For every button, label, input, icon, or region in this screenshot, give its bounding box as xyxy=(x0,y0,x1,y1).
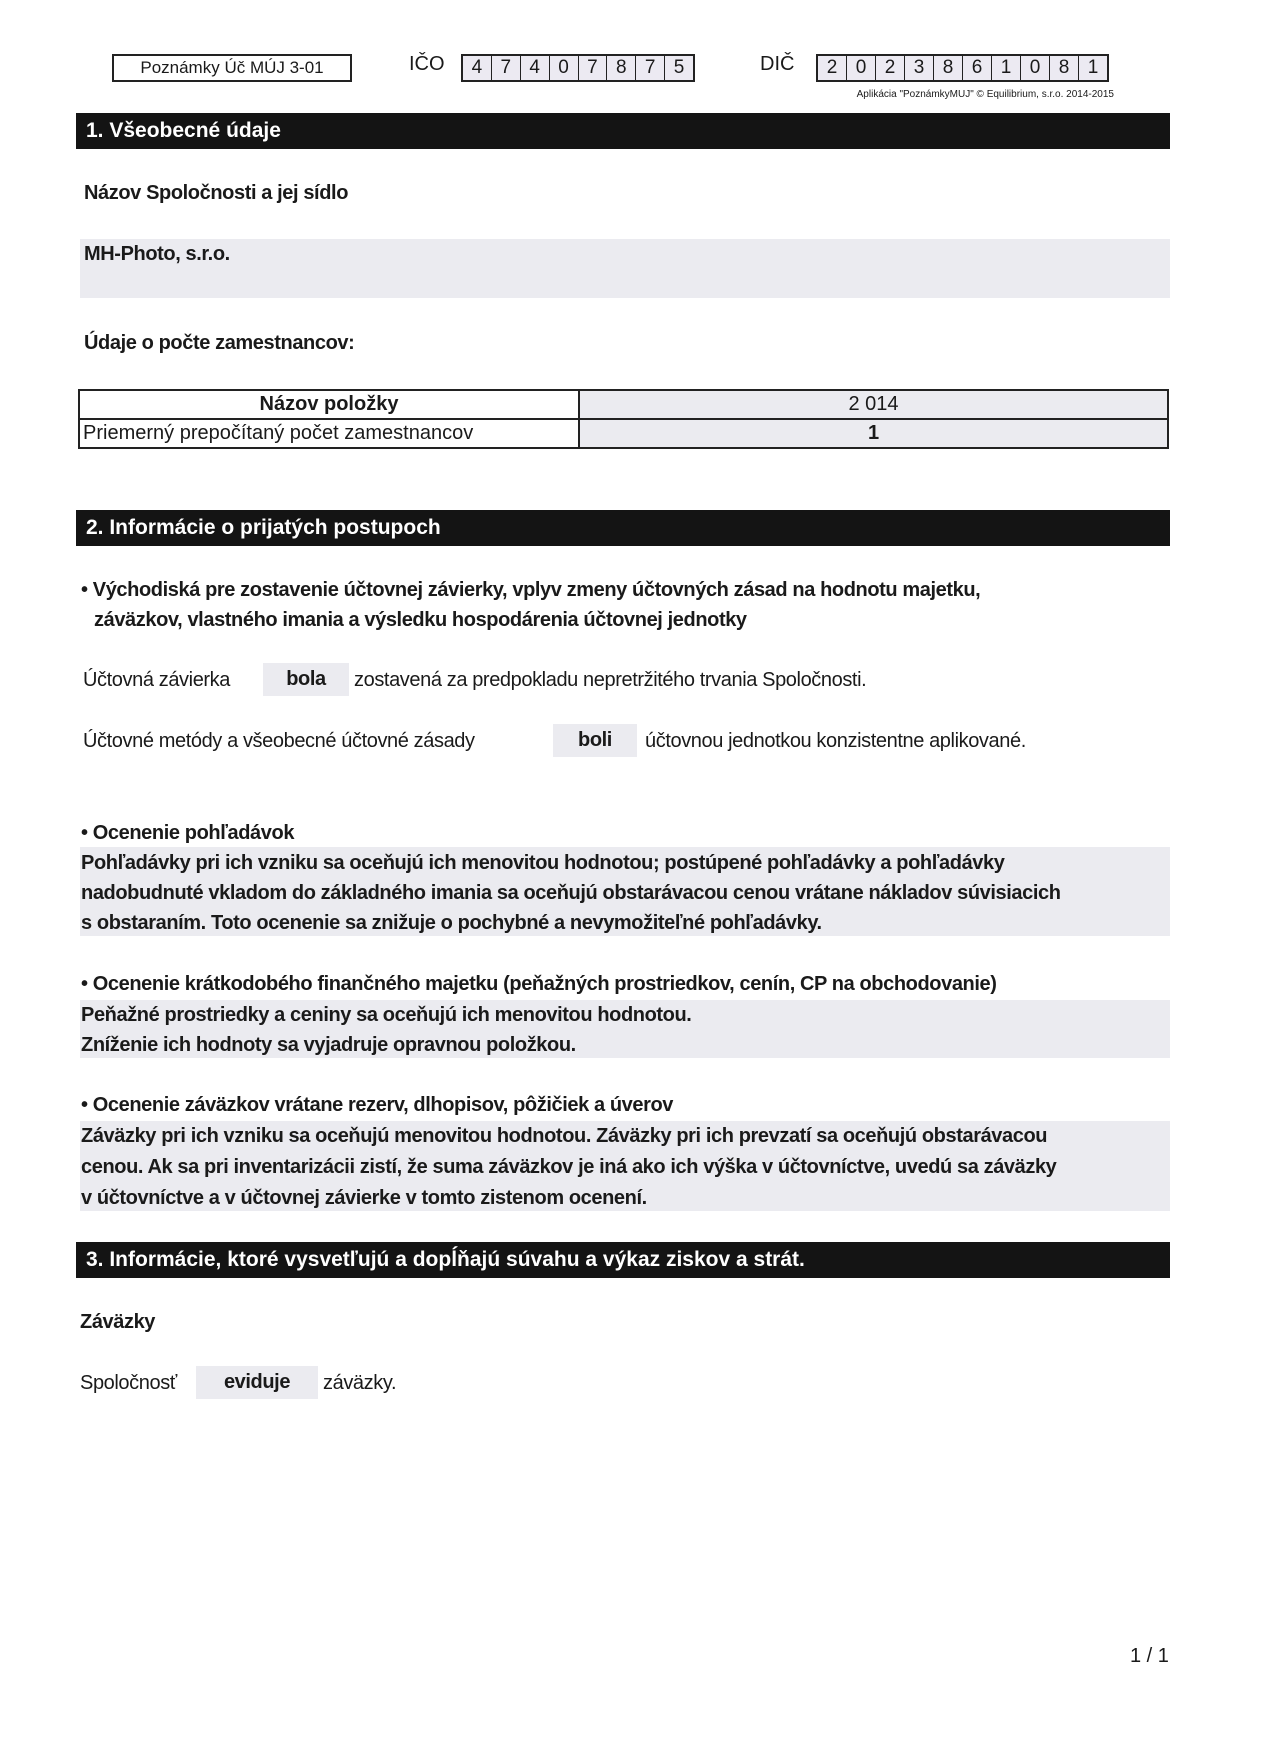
short-term-line: Peňažné prostriedky a ceniny sa oceňujú ich menovitou hodnotou. xyxy=(81,1004,692,1026)
digit-cell: 2 xyxy=(876,56,905,80)
receivables-line: nadobudnuté vkladom do základného imania sa oceňujú obstarávacou cenou vrátane nákladov súvisiacich xyxy=(81,882,1061,904)
dic-field xyxy=(816,54,1109,82)
form-label: Poznámky Úč MÚJ 3-01 xyxy=(112,54,352,82)
table-row xyxy=(79,419,1168,448)
company-label: Názov Spoločnosti a jej sídlo xyxy=(84,182,349,204)
bullet-1-line-2: záväzkov, vlastného imania a výsledku hospodárenia účtovnej jednotky xyxy=(94,609,747,631)
company-name: MH-Photo, s.r.o. xyxy=(84,243,230,265)
table-header-row xyxy=(79,390,1168,419)
digit-cell: 4 xyxy=(463,56,492,80)
digit-cell: 7 xyxy=(492,56,521,80)
statement-2-value: boli xyxy=(553,724,637,757)
digit-cell: 1 xyxy=(1087,57,1099,78)
copyright-text: Aplikácia "PoznámkyMUJ" © Equilibrium, s.r.o. 2014-2015 xyxy=(856,89,1114,100)
column-header-item: Názov položky xyxy=(79,390,579,419)
liabilities-heading: • Ocenenie záväzkov vrátane rezerv, dlhopisov, pôžičiek a úverov xyxy=(81,1094,674,1116)
statement-3-after: záväzky. xyxy=(323,1372,397,1394)
ico-field xyxy=(461,54,695,82)
digit-cell: 4 xyxy=(521,56,550,80)
digit-cell: 0 xyxy=(550,56,579,80)
statement-1-value: bola xyxy=(263,663,349,696)
digit-cell: 5 xyxy=(673,57,685,78)
digit-cell: 7 xyxy=(636,56,665,80)
section-3-title: 3. Informácie, ktoré vysvetľujú a dopĺňajú súvahu a výkaz ziskov a strát. xyxy=(76,1242,1170,1278)
column-header-year: 2 014 xyxy=(579,390,1168,419)
liabilities-subheading: Záväzky xyxy=(80,1311,156,1333)
statement-2-after: účtovnou jednotkou konzistentne aplikované. xyxy=(645,730,1026,752)
digit-cell: 0 xyxy=(847,56,876,80)
page-number: 1 / 1 xyxy=(1130,1645,1169,1667)
row-value: 1 xyxy=(579,419,1168,448)
receivables-line: s obstaraním. Toto ocenenie sa znižuje o pochybné a nevymožiteľné pohľadávky. xyxy=(81,912,822,934)
digit-cell: 8 xyxy=(607,56,636,80)
statement-3-value: eviduje xyxy=(196,1366,318,1399)
employees-table xyxy=(78,389,1169,449)
section-1-title: 1. Všeobecné údaje xyxy=(76,113,1170,149)
statement-1-after: zostavená za predpokladu nepretržitého trvania Spoločnosti. xyxy=(354,669,867,691)
company-box xyxy=(80,239,1170,298)
liabilities-line: Záväzky pri ich vzniku sa oceňujú menovitou hodnotou. Záväzky pri ich prevzatí sa oceňujú obstarávacou xyxy=(81,1125,1048,1147)
ico-label: IČO xyxy=(409,53,445,75)
statement-1-before: Účtovná závierka xyxy=(83,669,230,691)
digit-cell: 7 xyxy=(579,56,608,80)
receivables-heading: • Ocenenie pohľadávok xyxy=(81,822,295,844)
receivables-line: Pohľadávky pri ich vzniku sa oceňujú ich menovitou hodnotou; postúpené pohľadávky a pohľadávky xyxy=(81,852,1005,874)
statement-2-before: Účtovné metódy a všeobecné účtovné zásady xyxy=(83,730,475,752)
statement-3-before: Spoločnosť xyxy=(80,1372,177,1394)
short-term-heading: • Ocenenie krátkodobého finančného majetku (peňažných prostriedkov, cenín, CP na obchodovanie) xyxy=(81,973,997,995)
bullet-1-line-1: • Východiská pre zostavenie účtovnej závierky, vplyv zmeny účtovných zásad na hodnotu majetku, xyxy=(81,579,981,601)
digit-cell: 3 xyxy=(905,56,934,80)
digit-cell: 1 xyxy=(992,56,1021,80)
digit-cell: 8 xyxy=(934,56,963,80)
liabilities-line: cenou. Ak sa pri inventarizácii zistí, že suma záväzkov je iná ako ich výška v účtovníctve, uvedú sa záväzky xyxy=(81,1156,1057,1178)
dic-label: DIČ xyxy=(760,53,795,75)
liabilities-line: v účtovníctve a v účtovnej závierke v tomto zistenom ocenení. xyxy=(81,1187,647,1209)
digit-cell: 8 xyxy=(1050,56,1079,80)
employees-label: Údaje o počte zamestnancov: xyxy=(84,332,355,354)
row-label: Priemerný prepočítaný počet zamestnancov xyxy=(79,419,579,448)
digit-cell: 0 xyxy=(1021,56,1050,80)
digit-cell: 2 xyxy=(818,56,847,80)
short-term-line: Zníženie ich hodnoty sa vyjadruje opravnou položkou. xyxy=(81,1034,576,1056)
section-2-title: 2. Informácie o prijatých postupoch xyxy=(76,510,1170,546)
digit-cell: 6 xyxy=(963,56,992,80)
